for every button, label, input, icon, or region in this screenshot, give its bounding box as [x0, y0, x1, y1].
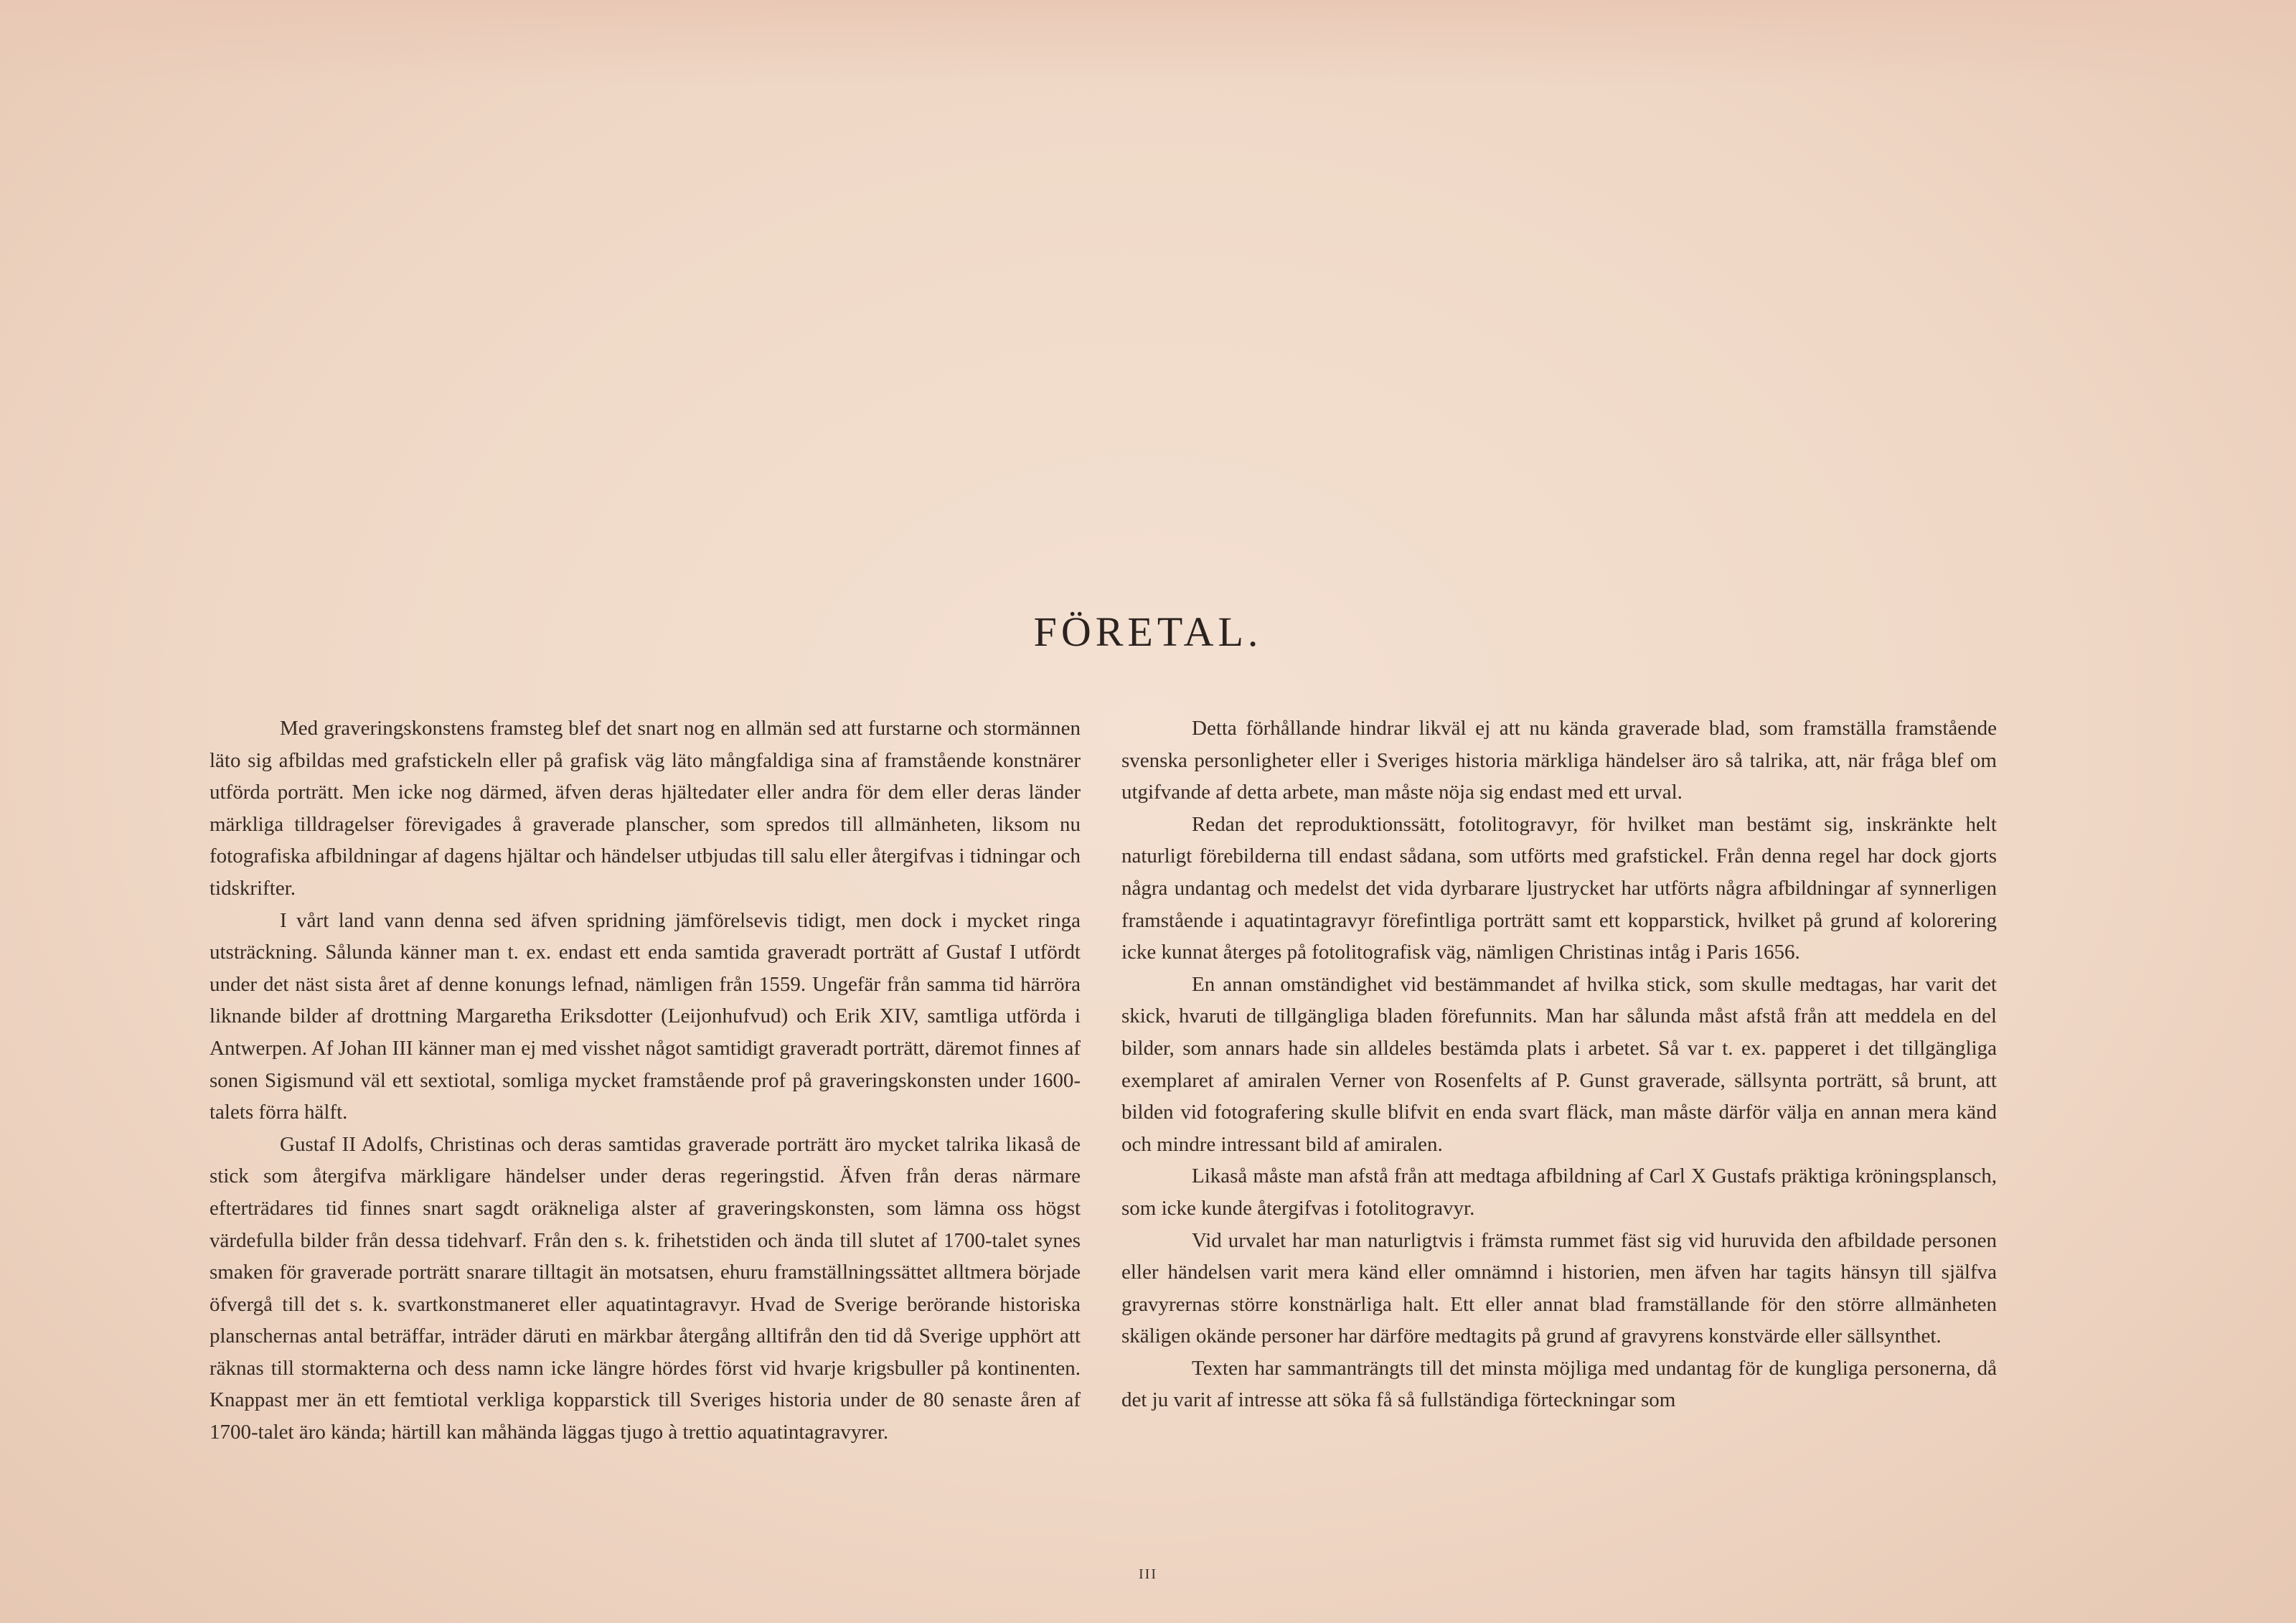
- right-column: [1121, 712, 1997, 1416]
- paragraph: Vid urvalet har man naturligtvis i främsta rummet fäst sig vid huruvida den afbildade personen eller händelsen varit mera känd eller omnämnd i historien, men äfven har tagits hänsyn till själfva gravyrernas större konstnärliga halt. Ett eller annat blad framställande för den större allmänheten skäligen okände personer har därföre medtagits på grund af gravyrens konstvärde eller sällsynthet.: [1121, 1228, 1997, 1348]
- paragraph: En annan omständighet vid bestämmandet af hvilka stick, som skulle medtagas, har varit det skick, hvaruti de tillgängliga bladen förefunnits. Man har sålunda måst afstå från att meddela en del bilder, som annars hade sin alldeles bestämda plats i arbetet. Så var t. ex. papperet i det tillgängliga exemplaret af amiralen Verner von Rosenfelts af P. Gunst graverade, sällsynta porträtt, så brunt, att bilden vid fotografering skulle blifvit en enda svart fläck, man måste därför välja en annan mera känd och mindre intressant bild af amiralen.: [1121, 972, 1997, 1156]
- page-title: FÖRETAL.: [1033, 608, 1263, 655]
- paragraph: Texten har sammanträngts till det minsta möjliga med undantag för de kungliga personerna, då det ju varit af intresse att söka få så fullständiga förteckningar som: [1121, 1356, 1997, 1412]
- paragraph: Med graveringskonstens framsteg blef det snart nog en allmän sed att furstarne och stormännen läto sig afbildas med grafstickeln eller på grafisk väg läto mångfaldiga sina af framstående konstnärer utförda porträtt. Men icke nog därmed, äfven deras hjältedater eller andra för dem eller deras länder märkliga tilldragelser förevigades å graverade planscher, som spredos till allmänheten, liksom nu fotografiska afbildningar af dagens hjältar och händelser utbjudas till salu eller återgifvas i tidningar och tidskrifter.: [210, 717, 1081, 900]
- page-top-edge: [0, 0, 2296, 86]
- paragraph: Gustaf II Adolfs, Christinas och deras samtidas graverade porträtt äro mycket talrika likaså de stick som återgifva märkligare händelser under deras regeringstid. Äfven från deras närmare efterträdares tid finnes snart sagdt oräkneliga alster af graveringskonsten, som lämna oss högst värdefulla bilder från dessa tidehvarf. Från den s. k. frihetstiden och ända till slutet af 1700-talet synes smaken för graverade porträtt snarare tilltagit än motsatsen, ehuru framställningssättet alltmera började öfvergå till det s. k. svartkonstmaneret eller aquatintagravyr. Hvad de Sverige berörande historiska planschernas antal beträffar, inträder däruti en märkbar återgång alltifrån den tid då Sverige upphört att räknas till stormakterna och dess namn icke längre hördes först vid hvarje krigsbuller på kontinenten. Knappast mer än ett femtiotal verkliga kopparstick till Sveriges historia under de 80 senaste åren af 1700-talet äro kända; härtill kan måhända läggas tjugo à trettio aquatintagravyrer.: [210, 1132, 1081, 1444]
- paragraph: Likaså måste man afstå från att medtaga afbildning af Carl X Gustafs präktiga kröningsplansch, som icke kunde återgifvas i fotolitogravyr.: [1121, 1165, 1997, 1220]
- paragraph: Redan det reproduktionssätt, fotolitogravyr, för hvilket man bestämt sig, inskränkte helt naturligt förebilderna till endast sådana, som utförts med grafstickel. Från denna regel har dock gjorts några undantag och medelst det vida dyrbarare ljustrycket har utförts några afbildningar af synnerligen framstående i aquatintagravyr förefintliga porträtt samt ett kopparstick, hvilket på grund af kolorering icke kunnat återges på fotolitografisk väg, nämligen Christinas intåg i Paris 1656.: [1121, 812, 1997, 964]
- paragraph: Detta förhållande hindrar likväl ej att nu kända graverade blad, som framställa framstående svenska personligheter eller i Sveriges historia märkliga händelser äro så talrika, att, när fråga blef om utgifvande af detta arbete, man måste nöja sig endast med ett urval.: [1121, 717, 1997, 804]
- page-number: III: [1139, 1566, 1157, 1582]
- paragraph: I vårt land vann denna sed äfven spridning jämförelsevis tidigt, men dock i mycket ringa utsträckning. Sålunda känner man t. ex. endast ett enda samtida graveradt porträtt af Gustaf I utfördt under det näst sista året af denne konungs lefnad, nämligen från 1559. Ungefär från samma tid härröra liknande bilder af drottning Margaretha Eriksdotter (Leijonhufvud) och Erik XIV, samtliga utförda i Antwerpen. Af Johan III känner man ej med visshet något samtidigt graveradt porträtt, däremot finnes af sonen Sigismund väl ett sextiotal, somliga mycket framstående prof på graveringskonsten under 1600-talets förra hälft.: [210, 908, 1081, 1124]
- left-column: [210, 712, 1081, 1449]
